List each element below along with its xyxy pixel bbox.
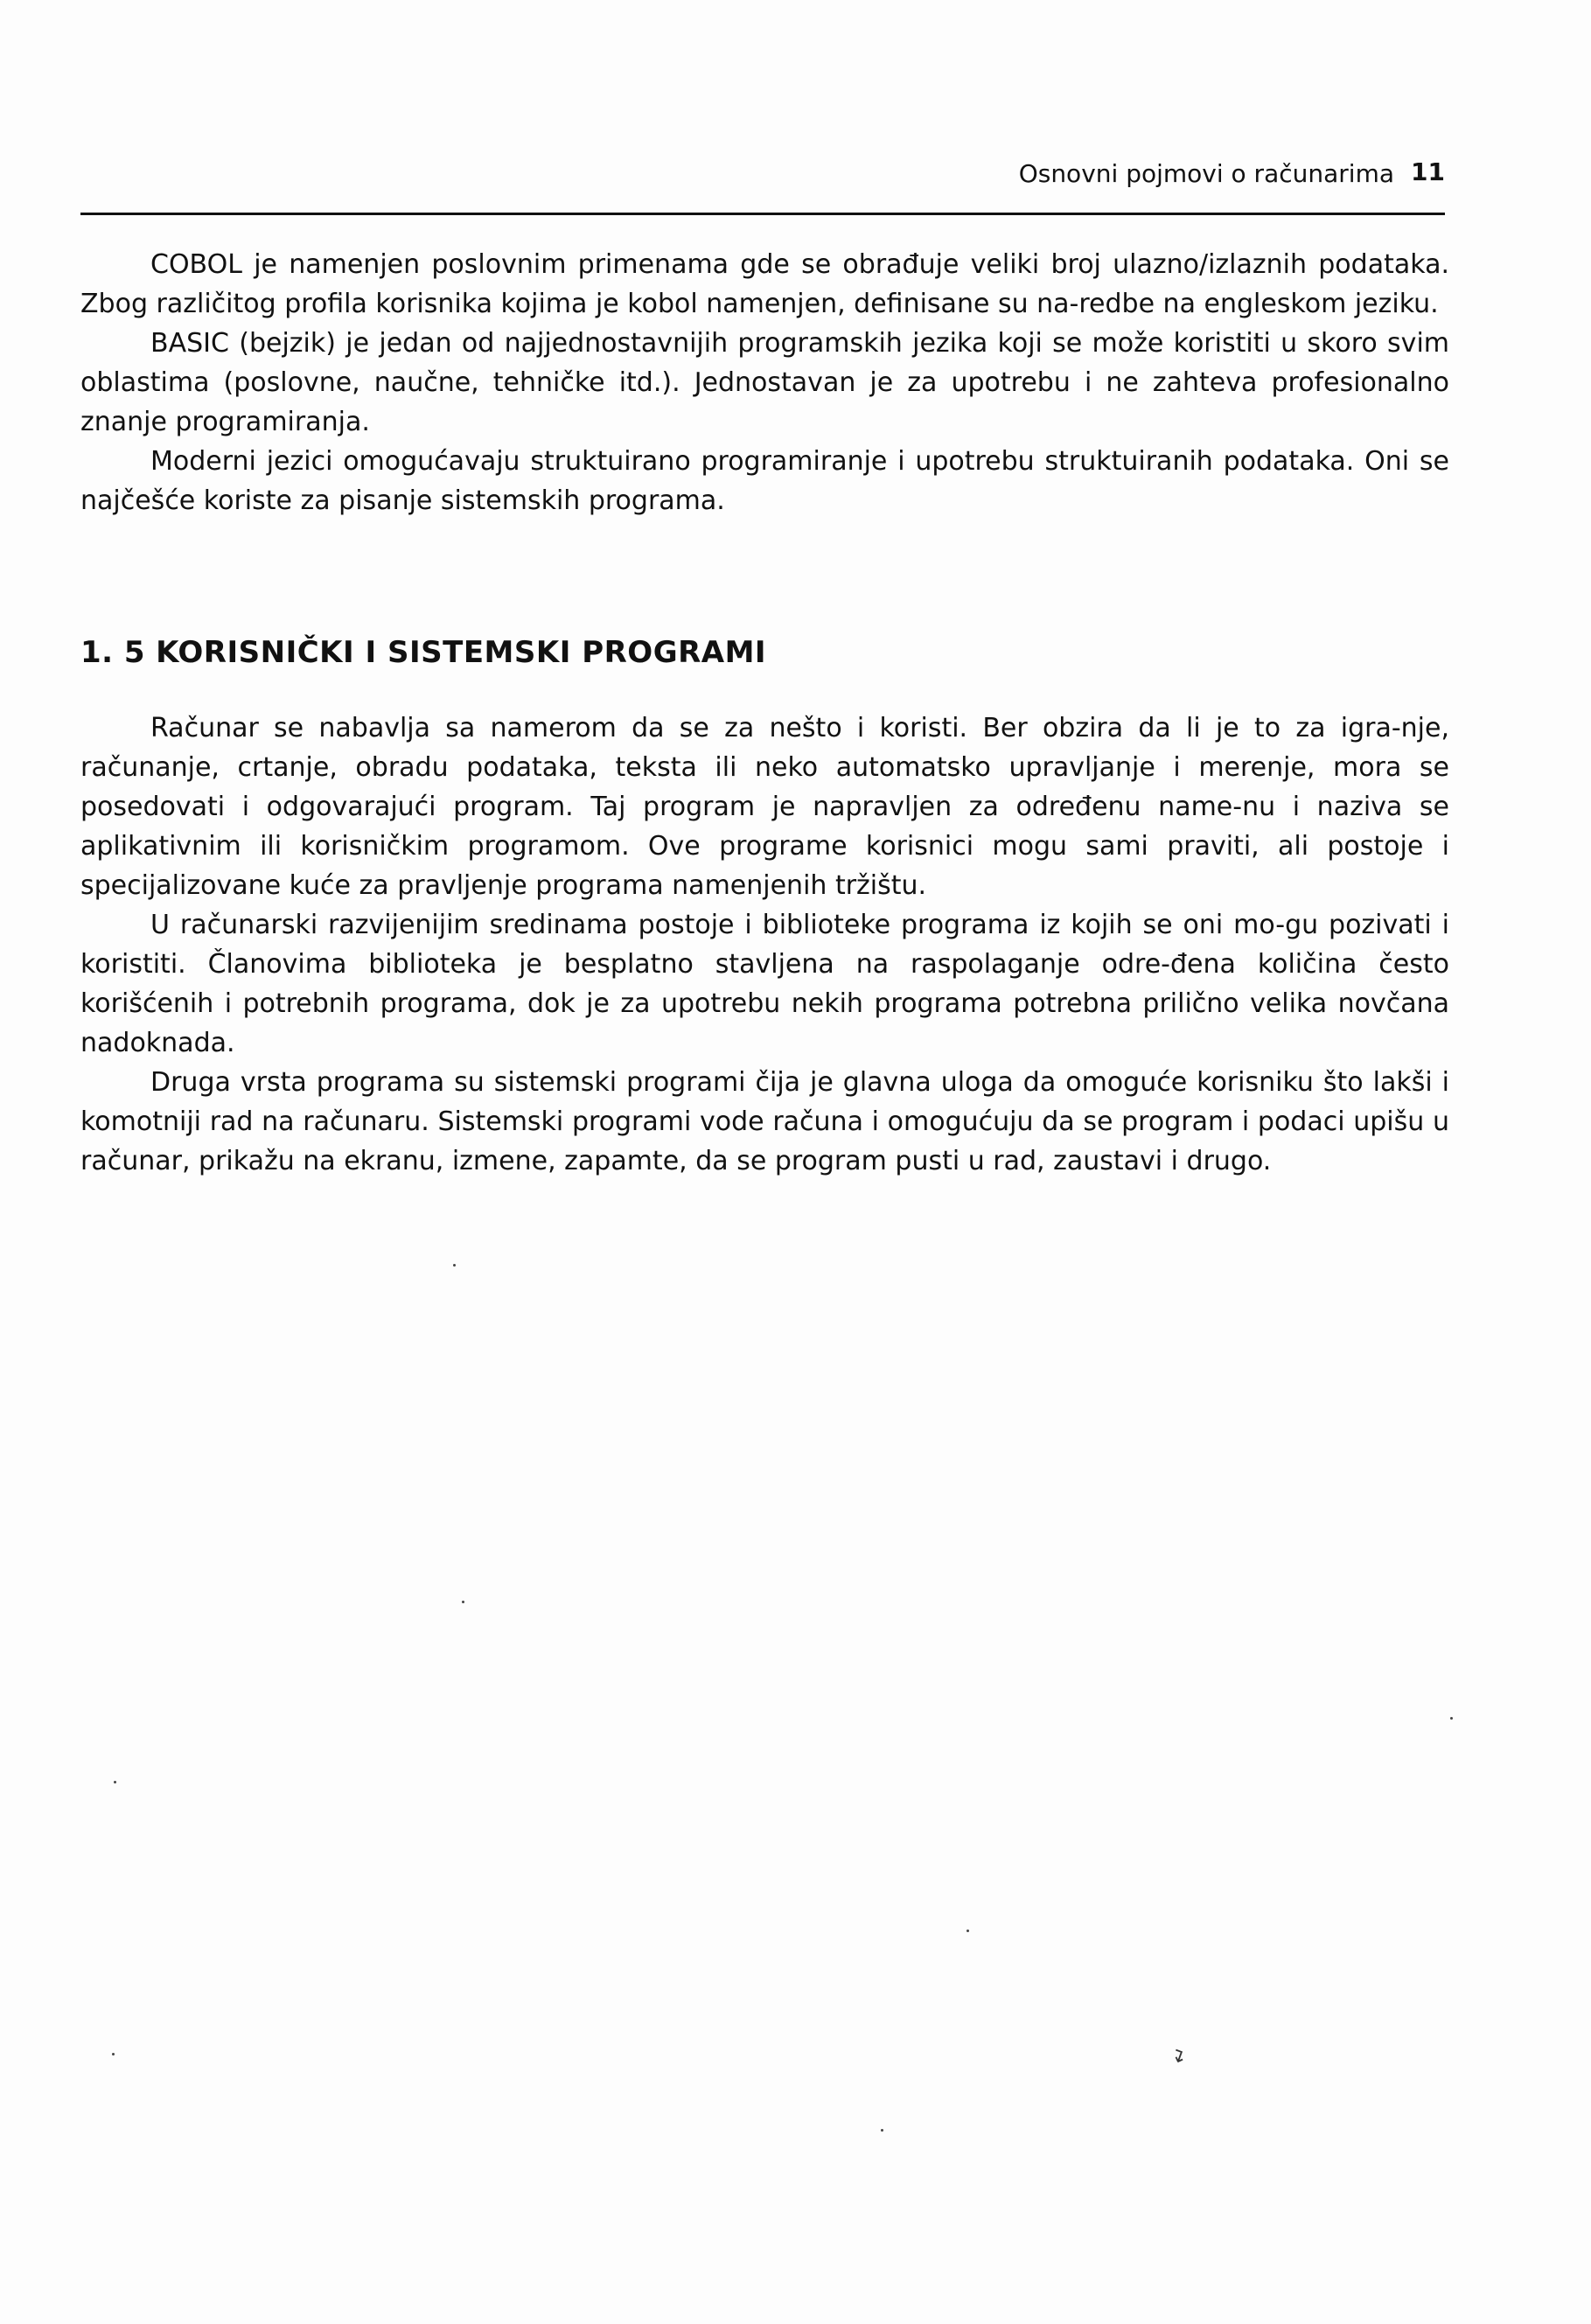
paragraph-application-programs: Računar se nabavlja sa namerom da se za nešto i koristi. Ber obzira da li je to za igra-nje, računanje, crtanje, obradu podataka, teksta ili neko automatsko upravljanje i merenje, mora se posedovati i odgovarajući program. Taj program je napravljen za određenu name-nu i naziva se aplikativnim ili korisničkim programom. Ove programe korisnici mogu sami praviti, ali postoje i specijalizovane kuće za pravljenje programa namenjenih tržištu. <box>80 713 1449 901</box>
running-header <box>80 156 1445 199</box>
scan-speck <box>453 1264 456 1267</box>
intro-text <box>80 245 1449 520</box>
scan-speck <box>966 1930 969 1932</box>
page-number: 11 <box>1411 157 1445 186</box>
scan-speck <box>462 1601 464 1603</box>
scan-speck <box>881 2129 883 2132</box>
paragraph-cobol: COBOL je namenjen poslovnim primenama gde se obrađuje veliki broj ulazno/izlaznih podataka. Zbog različitog profila korisnika kojima je kobol namenjen, definisane su na-redbe na engleskom jeziku. <box>80 249 1449 319</box>
section-text <box>80 708 1449 1181</box>
scan-speck <box>112 2053 115 2055</box>
paragraph-system-programs: Druga vrsta programa su sistemski programi čija je glavna uloga da omoguće korisniku što lakši i komotniji rad na računaru. Sistemski programi vode računa i omogućuju da se program i podaci upišu u računar, prikažu na ekranu, izmene, zapamte, da se program pusti u rad, zaustavi i drugo. <box>80 1067 1449 1176</box>
header-rule <box>80 213 1445 215</box>
section-heading <box>80 635 766 670</box>
paragraph-program-libraries: U računarski razvijenijim sredinama postoje i biblioteke programa iz kojih se oni mo-gu pozivati i koristiti. Članovima biblioteka je besplatno stavljena na raspolaganje odre-đena količina često korišćenih i potrebnih programa, dok je za upotrebu nekih programa potrebna prilično velika novčana nadoknada. <box>80 910 1449 1058</box>
scan-speck <box>1450 1717 1453 1720</box>
section-number: 1. 5 <box>80 635 146 670</box>
paragraph-modern-languages: Moderni jezici omogućavaju struktuirano programiranje i upotrebu struktuiranih podataka. Oni se najčešće koriste za pisanje sistemskih programa. <box>80 446 1449 516</box>
section-title: KORISNIČKI I SISTEMSKI PROGRAMI <box>156 635 767 670</box>
scan-speck <box>114 1781 116 1783</box>
scan-mark-icon: ↴ <box>1166 2042 1190 2069</box>
paragraph-basic: BASIC (bejzik) je jedan od najjednostavnijih programskih jezika koji se može koristiti u skoro svim oblastima (poslovne, naučne, tehničke itd.). Jednostavan je za upotrebu i ne zahteva profesionalno znanje programiranja. <box>80 328 1449 437</box>
running-title: Osnovni pojmovi o računarima <box>1018 159 1394 188</box>
